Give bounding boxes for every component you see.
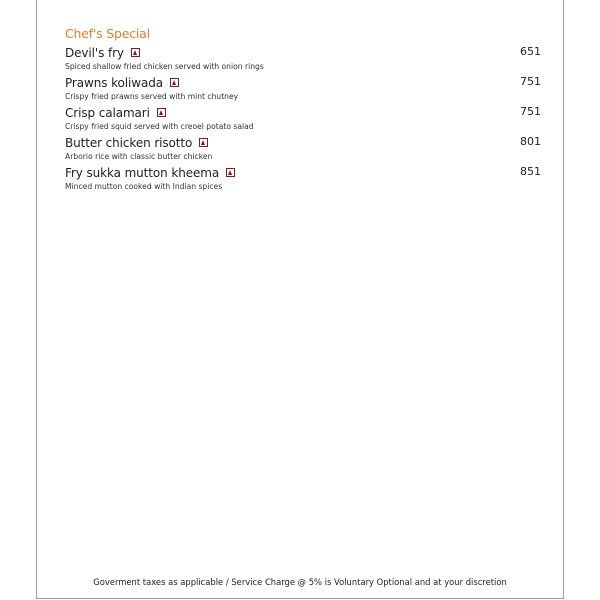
menu-item <box>65 74 541 104</box>
menu-item <box>65 164 541 194</box>
item-name: Devil's fry <box>65 45 124 60</box>
non-veg-icon <box>157 108 166 117</box>
item-description: Crispy fried squid served with creoel potato salad <box>65 122 254 131</box>
non-veg-icon <box>170 78 179 87</box>
menu-item <box>65 134 541 164</box>
menu-item <box>65 44 541 74</box>
item-description: Minced mutton cooked with Indian spices <box>65 182 223 191</box>
item-description: Arborio rice with classic butter chicken <box>65 152 213 161</box>
section-title: Chef's Special <box>65 26 150 41</box>
item-description: Crispy fried prawns served with mint chutney <box>65 92 239 101</box>
item-name: Crisp calamari <box>65 105 150 120</box>
footer-note: Goverment taxes as applicable / Service Charge @ 5% is Voluntary Optional and at your discretion <box>93 577 507 587</box>
item-price: 651 <box>520 45 541 58</box>
item-description: Spiced shallow fried chicken served with onion rings <box>65 62 264 71</box>
menu-page <box>36 0 564 599</box>
non-veg-icon <box>199 138 208 147</box>
menu-list <box>65 44 541 194</box>
item-name: Fry sukka mutton kheema <box>65 165 220 180</box>
item-price: 751 <box>520 75 541 88</box>
item-name: Butter chicken risotto <box>65 135 193 150</box>
menu-item <box>65 104 541 134</box>
non-veg-icon <box>226 168 235 177</box>
item-price: 851 <box>520 165 541 178</box>
item-price: 751 <box>520 105 541 118</box>
non-veg-icon <box>131 48 140 57</box>
item-price: 801 <box>520 135 541 148</box>
item-name: Prawns koliwada <box>65 75 163 90</box>
